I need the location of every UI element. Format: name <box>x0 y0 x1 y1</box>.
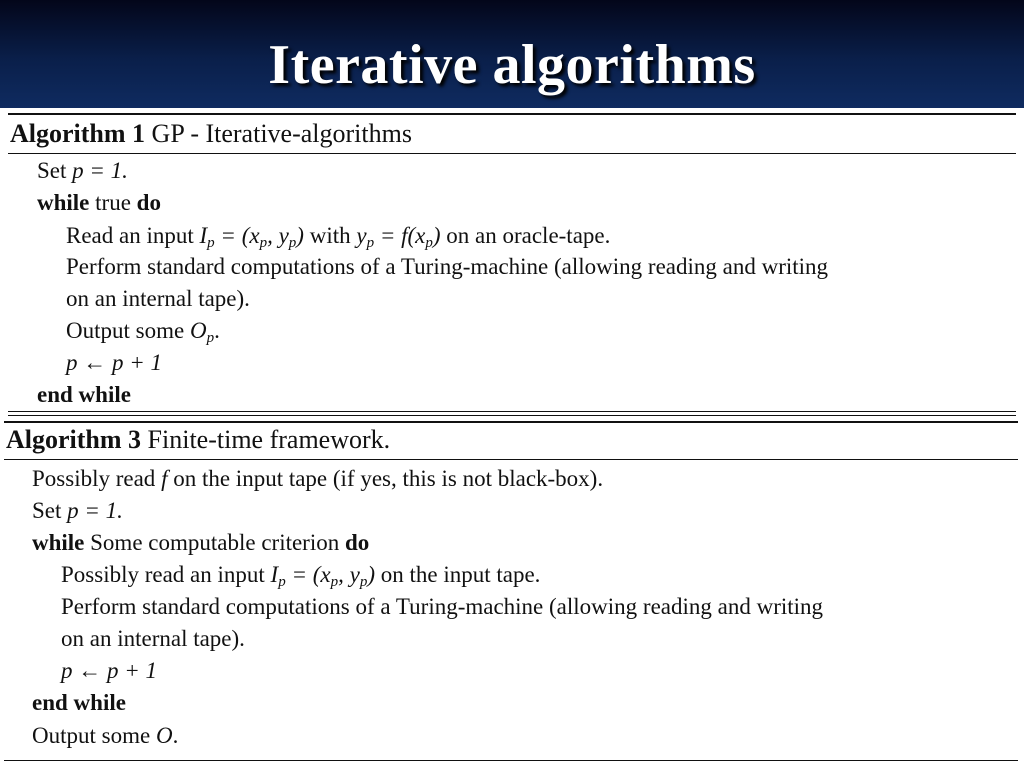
algo3-line-3 <box>32 528 369 558</box>
algo3-line-1-pre: Possibly read <box>32 466 162 491</box>
algo3-line-1-post: on the input tape (if yes, this is not black-box). <box>167 466 604 491</box>
algo1-line-1-text: Set <box>37 158 73 183</box>
algo3-do-keyword: do <box>344 530 370 555</box>
algo1-line-2 <box>37 188 161 218</box>
title-bar <box>0 0 1024 108</box>
algo3-line-4-formula: $I_p = (x_p$, $y_p$) <box>270 562 375 590</box>
algo1-line-1 <box>37 156 128 186</box>
algo3-line-7: p ← p + 1 <box>61 658 158 683</box>
algo3-label: Algorithm 3 <box>6 425 142 454</box>
algo1-while-condition: true <box>89 190 137 215</box>
algo3-line-9-math: O <box>155 723 173 748</box>
algo3-line-5: Perform standard computations of a Turing-machine (allowing reading and writing <box>61 594 824 619</box>
algo1-line-3-pre: Read an input <box>66 223 200 248</box>
algo1-header <box>10 118 412 150</box>
algo3-while-keyword: while <box>32 530 85 555</box>
algo1-line-6-post: . <box>214 318 220 343</box>
algo3-line-2 <box>32 496 123 526</box>
algo3-line-6: on an internal tape). <box>61 626 245 651</box>
algo3-line-1 <box>32 464 603 494</box>
algo3-line-4-post: on the input tape. <box>375 562 541 587</box>
algo3-name: Finite-time framework. <box>147 425 391 454</box>
algo1-bottom-rule-1 <box>8 411 1016 412</box>
algo1-name: GP - Iterative-algorithms <box>151 119 412 148</box>
algo1-bottom-rule-2 <box>8 415 1016 416</box>
algo1-line-3: Read an input $I_p = (x_p$, $y_p$) with $y_p = f(x_p)$ on an oracle-tape. <box>66 223 611 251</box>
algo3-header-rule <box>4 459 1018 460</box>
algo1-line-3-post: on an oracle-tape. <box>440 223 611 248</box>
algo3-line-9-pre: Output some <box>32 723 156 748</box>
algo3-bottom-rule <box>4 760 1018 761</box>
algo1-line-4: Perform standard computations of a Turing-machine (allowing reading and writing <box>66 254 829 279</box>
algo1-line-6-formula: $O_p$ <box>189 318 215 346</box>
algo1-line-1-math: p = 1. <box>72 158 128 183</box>
algo1-do-keyword: do <box>136 190 161 215</box>
algo3-end-while: end while <box>32 690 126 715</box>
algo1-line-3-formula-2: $y_p = f(x_p)$ <box>356 223 441 251</box>
algo1-top-rule <box>8 113 1016 115</box>
algo3-line-2-math: p = 1. <box>67 498 123 523</box>
slide-title: Iterative algorithms <box>268 34 756 96</box>
algo1-line-7: p ← p + 1 <box>66 350 163 375</box>
algo3-line-9-post: . <box>172 723 179 748</box>
algo3-line-4-pre: Possibly read an input <box>61 562 271 587</box>
algo1-end-while: end while <box>37 382 131 407</box>
algo3-header <box>6 424 390 456</box>
algo1-header-rule <box>8 153 1016 154</box>
algo3-line-9 <box>32 721 178 751</box>
algo1-line-6-pre: Output some <box>66 318 190 343</box>
algo3-top-rule <box>4 421 1018 423</box>
algo1-label: Algorithm 1 <box>10 119 146 148</box>
algo3-while-condition: Some computable criterion <box>84 530 345 555</box>
algo3-line-2-text: Set <box>32 498 68 523</box>
algo1-while-keyword: while <box>37 190 90 215</box>
algo1-line-3-formula: $I_p = (x_p$, $y_p$) <box>199 223 304 251</box>
algo1-line-5: on an internal tape). <box>66 286 250 311</box>
algo3-line-1-math: f <box>161 466 168 491</box>
